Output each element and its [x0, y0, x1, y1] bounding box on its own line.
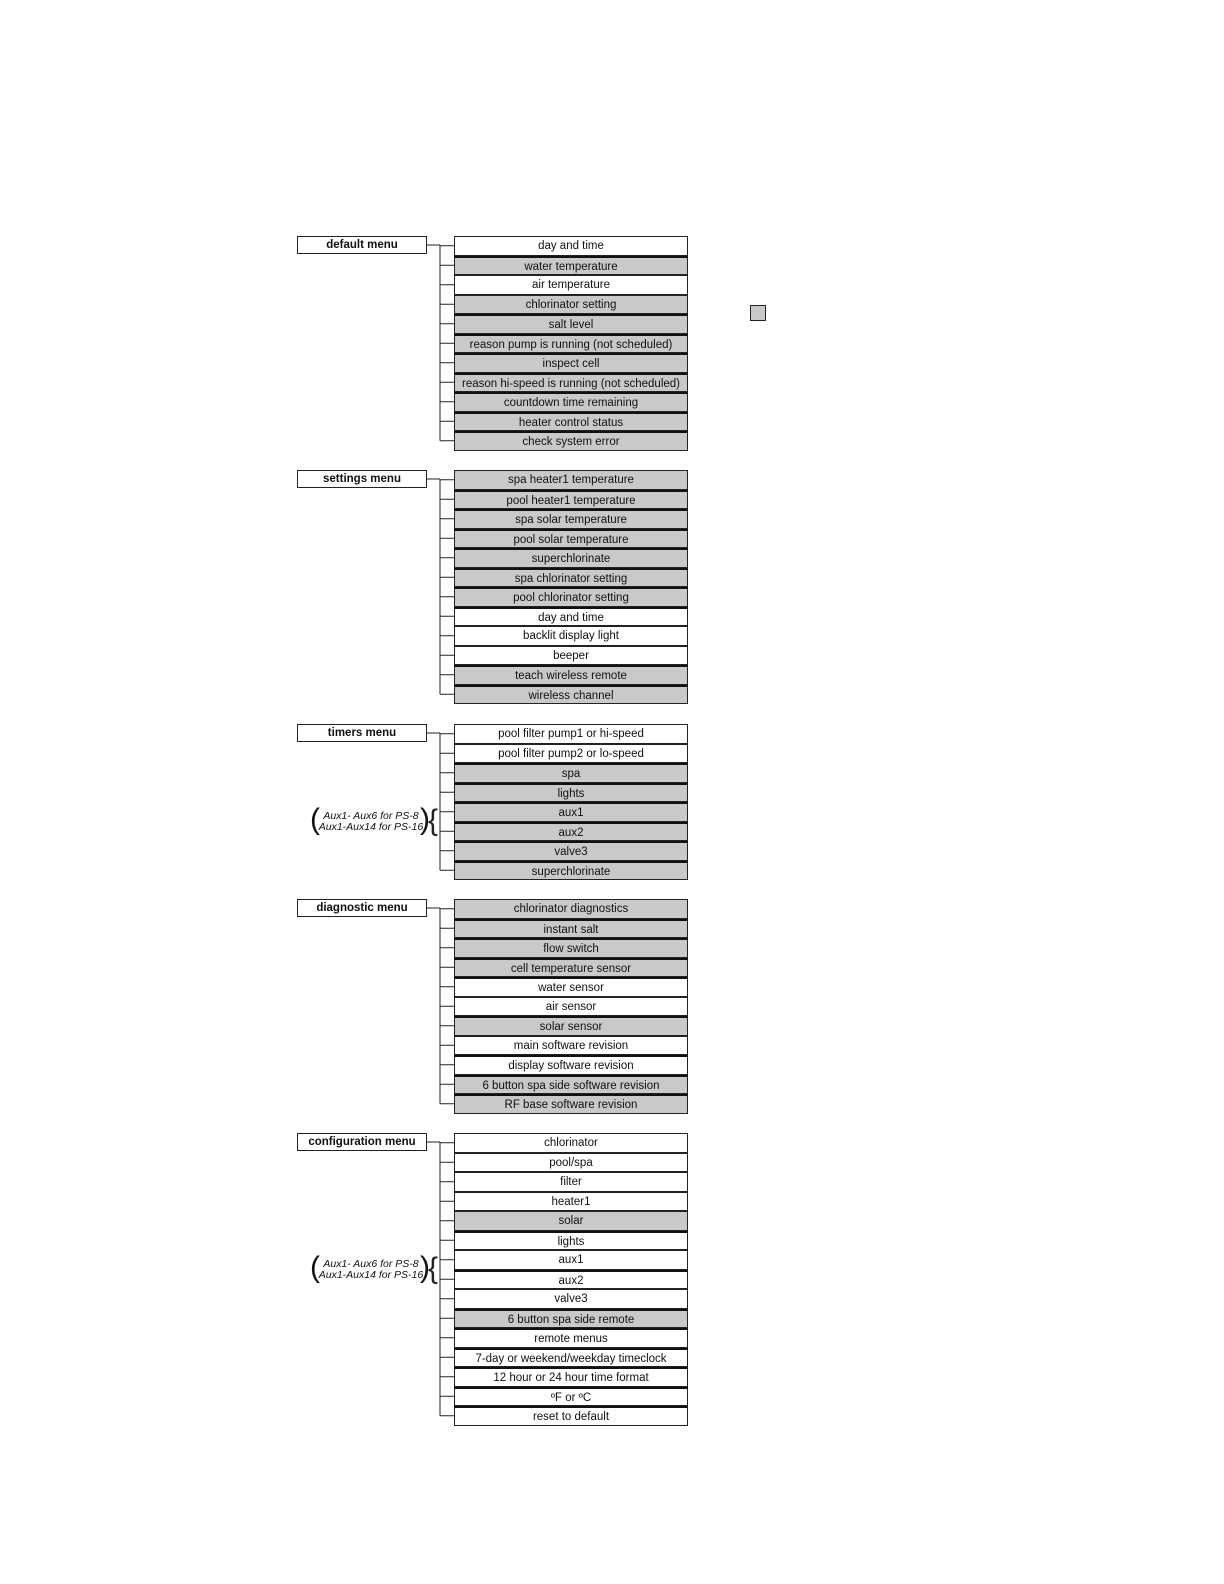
- menu-item: 6 button spa side software revision: [454, 1075, 688, 1095]
- menu-item: air sensor: [454, 997, 688, 1017]
- menu-item: wireless channel: [454, 685, 688, 705]
- menu-item: spa heater1 temperature: [454, 470, 688, 490]
- note-line: Aux1- Aux6 for PS-8: [323, 1257, 419, 1270]
- menu-item: 7-day or weekend/weekday timeclock: [454, 1348, 688, 1368]
- menu-item: valve3: [454, 841, 688, 861]
- menu-item: flow switch: [454, 938, 688, 958]
- menu-item: remote menus: [454, 1328, 688, 1348]
- brace-icon: {: [428, 1251, 439, 1285]
- menu-label: diagnostic menu: [297, 899, 427, 917]
- menu-item: pool heater1 temperature: [454, 490, 688, 510]
- menu-label: settings menu: [297, 470, 427, 488]
- menu-label: configuration menu: [297, 1133, 427, 1151]
- menu-item: lights: [454, 783, 688, 803]
- menu-item: pool filter pump1 or hi-speed: [454, 724, 688, 744]
- close-paren-icon: ): [420, 802, 430, 836]
- menu-item: 12 hour or 24 hour time format: [454, 1367, 688, 1387]
- menu-item: teach wireless remote: [454, 665, 688, 685]
- menu-item: aux1: [454, 802, 688, 822]
- open-paren-icon: (: [310, 802, 320, 836]
- menu-item: superchlorinate: [454, 861, 688, 881]
- menu-item: lights: [454, 1231, 688, 1251]
- menu-item: backlit display light: [454, 626, 688, 646]
- menu-item: aux1: [454, 1250, 688, 1270]
- menu-item: pool filter pump2 or lo-speed: [454, 744, 688, 764]
- menu-item: solar sensor: [454, 1016, 688, 1036]
- menu-item: reason pump is running (not scheduled): [454, 334, 688, 354]
- menu-item: water temperature: [454, 256, 688, 276]
- aux-range-note: [310, 802, 430, 839]
- menu-item: chlorinator setting: [454, 295, 688, 315]
- menu-item: 6 button spa side remote: [454, 1309, 688, 1329]
- menu-item: aux2: [454, 822, 688, 842]
- menu-item: day and time: [454, 236, 688, 256]
- menu-item: day and time: [454, 607, 688, 627]
- menu-item: ºF or ºC: [454, 1387, 688, 1407]
- menu-item: pool chlorinator setting: [454, 587, 688, 607]
- menu-item: filter: [454, 1172, 688, 1192]
- menu-item: inspect cell: [454, 353, 688, 373]
- menu-item: beeper: [454, 646, 688, 666]
- note-line: Aux1-Aux14 for PS-16: [318, 1268, 424, 1281]
- close-paren-icon: ): [420, 1250, 430, 1284]
- menu-item: check system error: [454, 431, 688, 451]
- menu-item: solar: [454, 1211, 688, 1231]
- open-paren-icon: (: [310, 1250, 320, 1284]
- menu-item: spa chlorinator setting: [454, 568, 688, 588]
- menu-item: pool solar temperature: [454, 529, 688, 549]
- note-line: Aux1- Aux6 for PS-8: [323, 809, 419, 822]
- aux-range-note: [310, 1250, 430, 1287]
- legend-shaded-swatch: [750, 305, 766, 321]
- menu-item: cell temperature sensor: [454, 958, 688, 978]
- menu-item: spa: [454, 763, 688, 783]
- menu-item: countdown time remaining: [454, 392, 688, 412]
- menu-label: timers menu: [297, 724, 427, 742]
- menu-item: instant salt: [454, 919, 688, 939]
- menu-item: valve3: [454, 1289, 688, 1309]
- menu-item: air temperature: [454, 275, 688, 295]
- menu-item: RF base software revision: [454, 1094, 688, 1114]
- menu-item: main software revision: [454, 1036, 688, 1056]
- brace-icon: {: [428, 803, 439, 837]
- menu-item: heater1: [454, 1192, 688, 1212]
- menu-item: aux2: [454, 1270, 688, 1290]
- menu-item: salt level: [454, 314, 688, 334]
- menu-item: chlorinator: [454, 1133, 688, 1153]
- menu-item: reason hi-speed is running (not scheduled): [454, 373, 688, 393]
- menu-item: reset to default: [454, 1406, 688, 1426]
- menu-item: water sensor: [454, 977, 688, 997]
- menu-item: pool/spa: [454, 1153, 688, 1173]
- menu-item: superchlorinate: [454, 548, 688, 568]
- note-line: Aux1-Aux14 for PS-16: [318, 820, 424, 833]
- menu-label: default menu: [297, 236, 427, 254]
- menu-item: display software revision: [454, 1055, 688, 1075]
- menu-item: spa solar temperature: [454, 509, 688, 529]
- menu-item: chlorinator diagnostics: [454, 899, 688, 919]
- menu-item: heater control status: [454, 412, 688, 432]
